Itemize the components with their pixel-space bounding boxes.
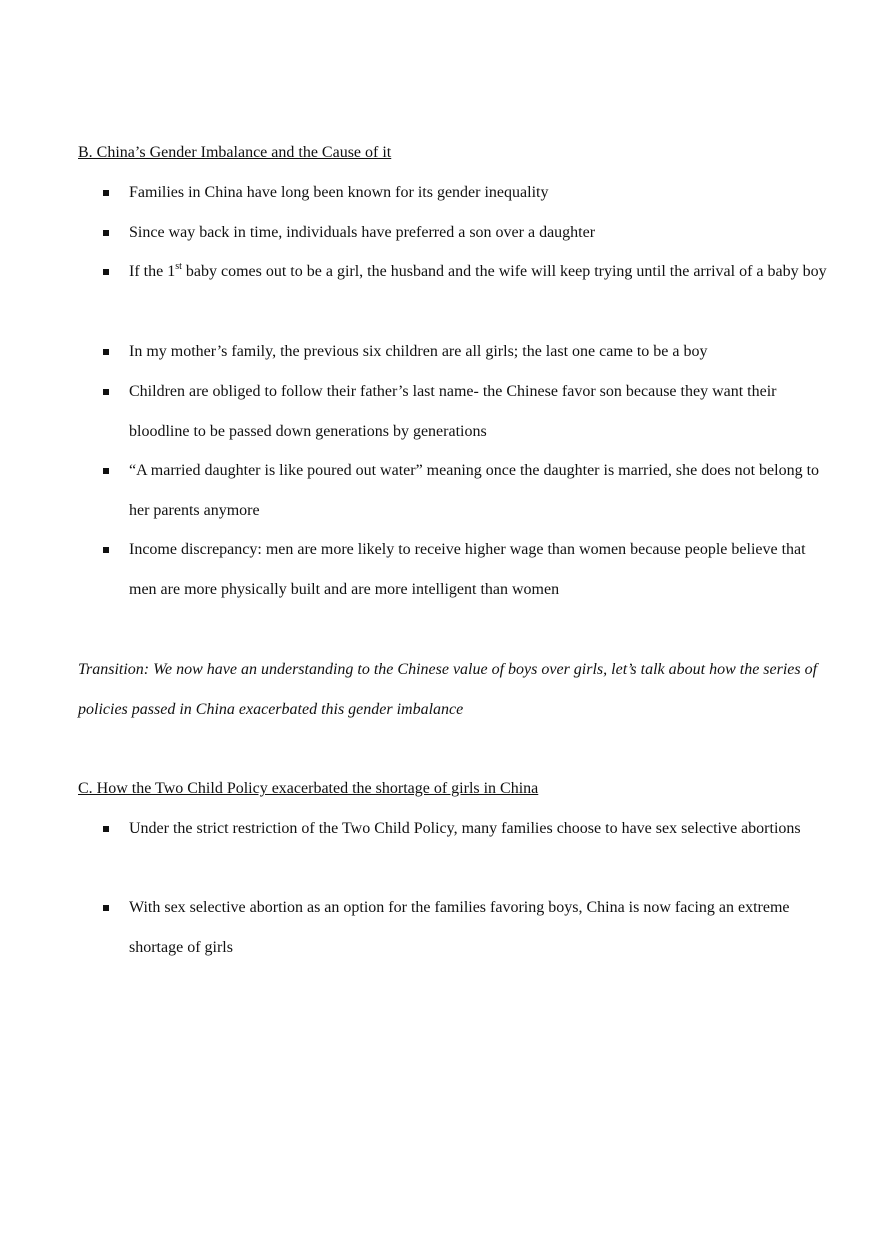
section-c-heading: C. How the Two Child Policy exacerbated the shortage of girls in China: [78, 780, 539, 797]
section-b-heading: B. China’s Gender Imbalance and the Cause of it: [78, 144, 392, 161]
square-bullet-icon: [103, 230, 109, 236]
square-bullet-icon: [103, 826, 109, 832]
square-bullet-icon: [103, 269, 109, 275]
superscript-ordinal: st: [175, 261, 182, 272]
bullet-text: Families in China have long been known for its gender inequality: [129, 184, 549, 201]
bullet-text: Since way back in time, individuals have preferred a son over a daughter: [129, 224, 596, 241]
square-bullet-icon: [103, 905, 109, 911]
square-bullet-icon: [103, 190, 109, 196]
square-bullet-icon: [103, 349, 109, 355]
square-bullet-icon: [103, 468, 109, 474]
bullet-text: In my mother’s family, the previous six children are all girls; the last one came to be a boy: [129, 343, 708, 360]
square-bullet-icon: [103, 547, 109, 553]
bullet-text: Children are obliged to follow their father’s last name- the Chinese favor son because they want their bloodline to be passed down generations by generations: [129, 383, 777, 440]
bullet-text: “A married daughter is like poured out water” meaning once the daughter is married, she does not belong to her parents anymore: [129, 462, 820, 519]
bullet-text: With sex selective abortion as an option for the families favoring boys, China is now facing an extreme shortage of girls: [129, 899, 790, 956]
bullet-text: Under the strict restriction of the Two Child Policy, many families choose to have sex selective abortions: [129, 820, 801, 837]
bullet-text: If the 1st baby comes out to be a girl, the husband and the wife will keep trying until the arrival of a baby boy: [129, 261, 827, 280]
transition-paragraph: Transition: We now have an understanding to the Chinese value of boys over girls, let’s talk about how the series of policies passed in China exacerbated this gender imbalance: [78, 661, 818, 718]
square-bullet-icon: [103, 389, 109, 395]
bullet-text: Income discrepancy: men are more likely to receive higher wage than women because people believe that men are more physically built and are more intelligent than women: [129, 541, 806, 598]
